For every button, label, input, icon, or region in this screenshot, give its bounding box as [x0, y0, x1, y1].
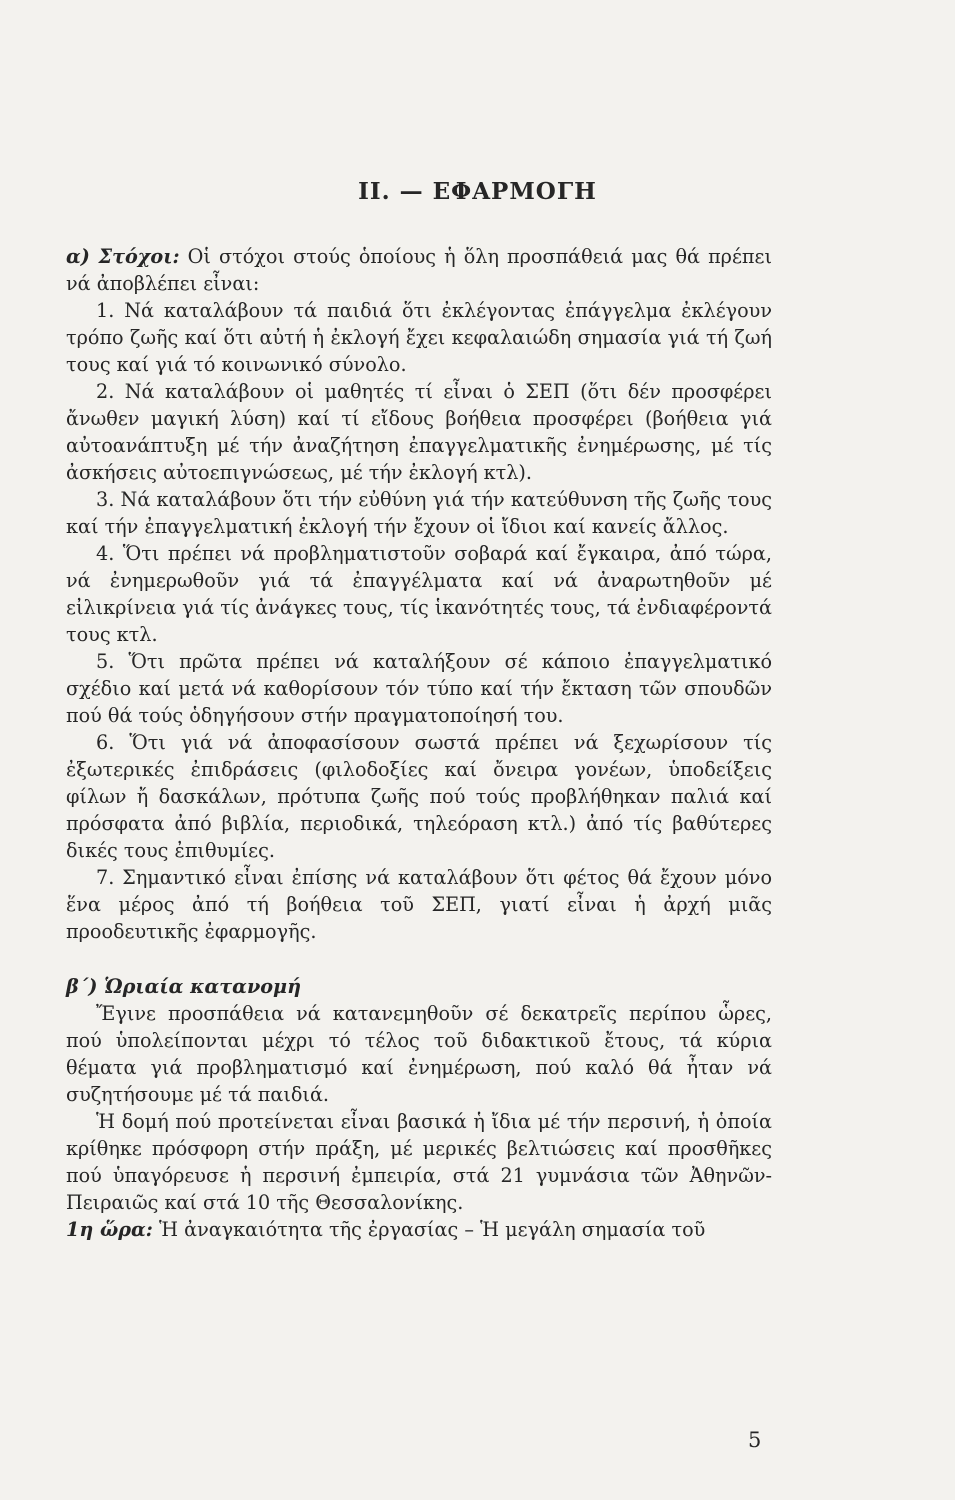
- goal-item-1: 1. Νά καταλάβουν τά παιδιά ὅτι ἐκλέγοντας ἐπάγγελμα ἐκλέγουν τρόπο ζωῆς καί ὅτι αὐτή ἡ ἐκλογή ἔχει κεφαλαιώδη σημασία γιά τή ζωή τους καί γιά τό κοινωνικό σύνολο.: [66, 299, 772, 376]
- goal-item-3: 3. Νά καταλάβουν ὅτι τήν εὐθύνη γιά τήν κατεύθυνση τῆς ζωῆς τους καί τήν ἐπαγγελματική ἐκλογή τήν ἔχουν οἱ ἴδιοι καί κανείς ἄλλος.: [66, 488, 772, 538]
- first-hour-label: 1η ὥρα:: [66, 1218, 153, 1241]
- goal-item-7: 7. Σημαντικό εἶναι ἐπίσης νά καταλάβουν ὅτι φέτος θά ἔχουν μόνο ἕνα μέρος ἀπό τή βοήθεια τοῦ ΣΕΠ, γιατί εἶναι ἡ ἀρχή μιᾶς προοδευτικῆς ἐφαρμογῆς.: [66, 866, 772, 943]
- distribution-paragraph-1: Ἔγινε προσπάθεια νά κατανεμηθοῦν σέ δεκατρεῖς περίπου ὧρες, πού ὑπολείπονται μέχρι τό τέλος τοῦ διδακτικοῦ ἔτους, τά κύρια θέματα γιά προβληματισμό καί ἐνημέρωση, πού καλό θά ἦταν νά συζητήσουμε μέ τά παιδιά.: [66, 1002, 772, 1106]
- goal-item-5: 5. Ὅτι πρῶτα πρέπει νά καταλήξουν σέ κάποιο ἐπαγγελματικό σχέδιο καί μετά νά καθορίσουν τόν τύπο καί τήν ἔκταση τῶν σπουδῶν πού θά τούς ὁδηγήσουν στήν πραγματοποίησή του.: [66, 650, 772, 727]
- goals-intro-text: Οἱ στόχοι στούς ὁποίους ἡ ὅλη προσπάθειά μας θά πρέπει νά ἀποβλέπει εἶναι:: [66, 245, 772, 295]
- body-text: [66, 243, 772, 1243]
- page-number: 5: [748, 1428, 762, 1452]
- hourly-distribution-title: β΄) Ὡριαία κατανομή: [66, 975, 302, 998]
- first-hour-line: [66, 1216, 772, 1243]
- goals-label: α) Στόχοι:: [66, 245, 180, 268]
- distribution-paragraph-2: Ἡ δομή πού προτείνεται εἶναι βασικά ἡ ἴδια μέ τήν περσινή, ἡ ὁποία κρίθηκε πρόσφορη στήν πράξη, μέ μερικές βελτιώσεις καί προσθῆκες πού ὑπαγόρευσε ἡ περσινή ἐμπειρία, στά 21 γυμνάσια τῶν Ἀθηνῶν-Πειραιῶς καί στά 10 τῆς Θεσσαλονίκης.: [66, 1110, 772, 1214]
- goal-item-6: 6. Ὅτι γιά νά ἀποφασίσουν σωστά πρέπει νά ξεχωρίσουν τίς ἐξωτερικές ἐπιδράσεις (φιλοδοξίες καί ὄνειρα γονέων, ὑποδείξεις φίλων ἤ δασκάλων, πρότυπα ζωῆς πού τούς προβλήθηκαν παλιά καί πρόσφατα ἀπό βιβλία, περιοδικά, τηλεόραση κτλ.) ἀπό τίς βαθύτερες δικές τους ἐπιθυμίες.: [66, 731, 772, 862]
- section-heading: II. — ΕΦΑΡΜΟΓΗ: [358, 178, 597, 205]
- goal-item-4: 4. Ὅτι πρέπει νά προβληματιστοῦν σοβαρά καί ἔγκαιρα, ἀπό τώρα, νά ἐνημερωθοῦν γιά τά ἐπαγγέλματα καί νά ἀναρωτηθοῦν μέ εἰλικρίνεια γιά τίς ἀνάγκες τους, τίς ἱκανότητές τους, τά ἐνδιαφέροντά τους κτλ.: [66, 542, 772, 646]
- goal-item-2: 2. Νά καταλάβουν οἱ μαθητές τί εἶναι ὁ ΣΕΠ (ὅτι δέν προσφέρει ἄνωθεν μαγική λύση) καί τί εἴδους βοήθεια προσφέρει (βοήθεια γιά αὐτοανάπτυξη μέ τήν ἀναζήτηση ἐπαγγελματικῆς ἐνημέρωσης, μέ τίς ἀσκήσεις αὐτοεπιγνώσεως, μέ τήν ἐκλογή κτλ).: [66, 380, 772, 484]
- goals-intro: [66, 243, 772, 297]
- first-hour-text: Ἡ ἀναγκαιότητα τῆς ἐργασίας – Ἡ μεγάλη σημασία τοῦ: [158, 1218, 706, 1241]
